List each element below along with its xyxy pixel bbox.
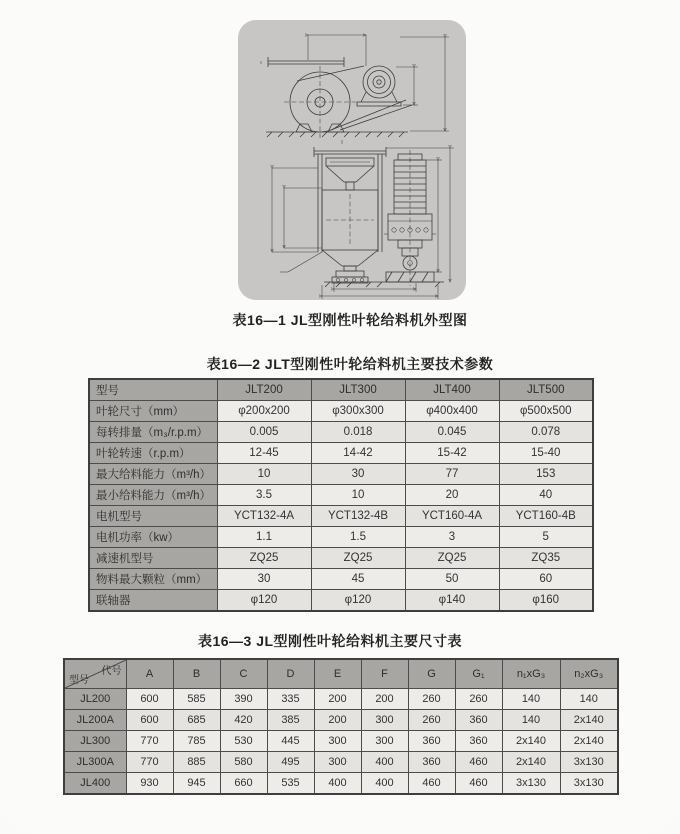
dim-value: 400 xyxy=(361,752,408,773)
param-row xyxy=(89,485,593,506)
dim-value: 2x140 xyxy=(502,752,560,773)
dim-value: 685 xyxy=(173,710,220,731)
param-value: 153 xyxy=(499,464,593,485)
dim-column-header: A xyxy=(126,659,173,689)
param-value: ZQ25 xyxy=(217,548,311,569)
model-name: JL200 xyxy=(64,689,126,710)
param-value: 20 xyxy=(405,485,499,506)
dim-value: 335 xyxy=(267,689,314,710)
param-value: 77 xyxy=(405,464,499,485)
dim-value: 400 xyxy=(361,773,408,795)
dim-value: 260 xyxy=(455,689,502,710)
dim-value: 300 xyxy=(314,752,361,773)
tech-params-table-title: 表16—2 JLT型刚性叶轮给料机主要技术参数 xyxy=(206,356,494,372)
model-column-header: JLT400 xyxy=(405,379,499,401)
param-value: 1.5 xyxy=(311,527,405,548)
figure-panel xyxy=(238,20,466,300)
param-value: 5 xyxy=(499,527,593,548)
param-value: ZQ35 xyxy=(499,548,593,569)
dim-value: 530 xyxy=(220,731,267,752)
param-value: φ200x200 xyxy=(217,401,311,422)
dim-value: 600 xyxy=(126,710,173,731)
dim-value: 2x140 xyxy=(560,731,618,752)
model-column-header: JLT300 xyxy=(311,379,405,401)
dim-value: 140 xyxy=(502,689,560,710)
dim-value: 535 xyxy=(267,773,314,795)
param-row xyxy=(89,401,593,422)
param-value: 50 xyxy=(405,569,499,590)
dim-value: 200 xyxy=(361,689,408,710)
param-value: 12-45 xyxy=(217,443,311,464)
param-row xyxy=(89,443,593,464)
param-value: 15-42 xyxy=(405,443,499,464)
dim-value: 495 xyxy=(267,752,314,773)
param-label: 减速机型号 xyxy=(89,548,217,569)
param-label: 叶轮尺寸（mm） xyxy=(89,401,217,422)
dim-value: 770 xyxy=(126,752,173,773)
machine-outline-drawing xyxy=(238,20,466,300)
model-name: JL300A xyxy=(64,752,126,773)
param-value: φ120 xyxy=(217,590,311,612)
dim-column-header: B xyxy=(173,659,220,689)
dim-value: 300 xyxy=(314,731,361,752)
param-value: φ120 xyxy=(311,590,405,612)
dim-column-header: F xyxy=(361,659,408,689)
dim-value: 360 xyxy=(408,752,455,773)
dim-value: 390 xyxy=(220,689,267,710)
dim-value: 200 xyxy=(314,710,361,731)
dim-value: 260 xyxy=(408,710,455,731)
model-name: JL400 xyxy=(64,773,126,795)
dim-column-header: n₁xG₃ xyxy=(502,659,560,689)
dimension-row xyxy=(64,710,618,731)
dim-value: 945 xyxy=(173,773,220,795)
param-value: 30 xyxy=(311,464,405,485)
param-label: 物料最大颗粒（mm） xyxy=(89,569,217,590)
param-value: 60 xyxy=(499,569,593,590)
dim-value: 460 xyxy=(408,773,455,795)
param-value: φ140 xyxy=(405,590,499,612)
dim-value: 360 xyxy=(455,710,502,731)
param-value: φ500x500 xyxy=(499,401,593,422)
model-column-header: JLT500 xyxy=(499,379,593,401)
dimension-row xyxy=(64,773,618,795)
param-value: YCT132-4A xyxy=(217,506,311,527)
dim-value: 300 xyxy=(361,710,408,731)
dim-value: 3x130 xyxy=(560,773,618,795)
dim-column-header: E xyxy=(314,659,361,689)
dim-value: 400 xyxy=(314,773,361,795)
model-name: JL200A xyxy=(64,710,126,731)
dim-value: 445 xyxy=(267,731,314,752)
dim-value: 460 xyxy=(455,773,502,795)
param-value: 40 xyxy=(499,485,593,506)
param-value: φ160 xyxy=(499,590,593,612)
dim-value: 660 xyxy=(220,773,267,795)
param-row xyxy=(89,464,593,485)
dim-value: 360 xyxy=(408,731,455,752)
dim-value: 885 xyxy=(173,752,220,773)
dim-value: 140 xyxy=(560,689,618,710)
param-row xyxy=(89,569,593,590)
param-value: 15-40 xyxy=(499,443,593,464)
dim-value: 420 xyxy=(220,710,267,731)
dim-value: 3x130 xyxy=(560,752,618,773)
dim-value: 300 xyxy=(361,731,408,752)
dimensions-table xyxy=(63,658,619,795)
dim-value: 360 xyxy=(455,731,502,752)
param-value: 0.045 xyxy=(405,422,499,443)
dim-column-header: n₂xG₃ xyxy=(560,659,618,689)
param-row xyxy=(89,590,593,612)
param-label: 联轴器 xyxy=(89,590,217,612)
model-name: JL300 xyxy=(64,731,126,752)
param-value: φ300x300 xyxy=(311,401,405,422)
dim-column-header: C xyxy=(220,659,267,689)
tech-params-table xyxy=(88,378,594,612)
dim-value: 585 xyxy=(173,689,220,710)
dim-value: 785 xyxy=(173,731,220,752)
param-value: YCT160-4B xyxy=(499,506,593,527)
dim-value: 260 xyxy=(408,689,455,710)
param-row xyxy=(89,548,593,569)
corner-label-code: 代号 xyxy=(101,666,122,677)
param-value: ZQ25 xyxy=(311,548,405,569)
param-row xyxy=(89,527,593,548)
param-value: 10 xyxy=(217,464,311,485)
dim-value: 385 xyxy=(267,710,314,731)
param-row xyxy=(89,506,593,527)
dim-value: 580 xyxy=(220,752,267,773)
dimensions-header-row xyxy=(64,659,618,689)
dim-value: 140 xyxy=(502,710,560,731)
param-row xyxy=(89,422,593,443)
param-value: 0.078 xyxy=(499,422,593,443)
param-label: 叶轮转速（r.p.m） xyxy=(89,443,217,464)
param-value: 45 xyxy=(311,569,405,590)
dim-column-header: G xyxy=(408,659,455,689)
param-value: 14-42 xyxy=(311,443,405,464)
corner-label-model: 型号 xyxy=(69,675,89,686)
param-label: 最大给料能力（m³/h） xyxy=(89,464,217,485)
dimension-row xyxy=(64,752,618,773)
dim-column-header: D xyxy=(267,659,314,689)
figure-caption: 表16—1 JL型刚性叶轮给料机外型图 xyxy=(232,312,468,328)
param-value: 3.5 xyxy=(217,485,311,506)
param-value: 3 xyxy=(405,527,499,548)
model-column-header: JLT200 xyxy=(217,379,311,401)
dim-value: 2x140 xyxy=(560,710,618,731)
dim-column-header: G₁ xyxy=(455,659,502,689)
param-label-header: 型号 xyxy=(89,379,217,401)
tech-params-header-row xyxy=(89,379,593,401)
dimensions-table-title: 表16—3 JL型刚性叶轮给料机主要尺寸表 xyxy=(197,633,463,649)
param-label: 电机型号 xyxy=(89,506,217,527)
param-value: φ400x400 xyxy=(405,401,499,422)
dimension-row xyxy=(64,689,618,710)
dim-value: 930 xyxy=(126,773,173,795)
dim-value: 200 xyxy=(314,689,361,710)
param-value: YCT160-4A xyxy=(405,506,499,527)
corner-header-cell xyxy=(64,659,126,689)
param-label: 每转排量（m₃/r.p.m） xyxy=(89,422,217,443)
param-label: 最小给料能力（m³/h） xyxy=(89,485,217,506)
param-label: 电机功率（kw） xyxy=(89,527,217,548)
dim-value: 3x130 xyxy=(502,773,560,795)
param-value: YCT132-4B xyxy=(311,506,405,527)
dimension-row xyxy=(64,731,618,752)
param-value: 10 xyxy=(311,485,405,506)
dim-value: 460 xyxy=(455,752,502,773)
dim-value: 2x140 xyxy=(502,731,560,752)
param-value: 0.005 xyxy=(217,422,311,443)
dim-value: 770 xyxy=(126,731,173,752)
dim-value: 600 xyxy=(126,689,173,710)
param-value: 0.018 xyxy=(311,422,405,443)
param-value: ZQ25 xyxy=(405,548,499,569)
param-value: 1.1 xyxy=(217,527,311,548)
param-value: 30 xyxy=(217,569,311,590)
